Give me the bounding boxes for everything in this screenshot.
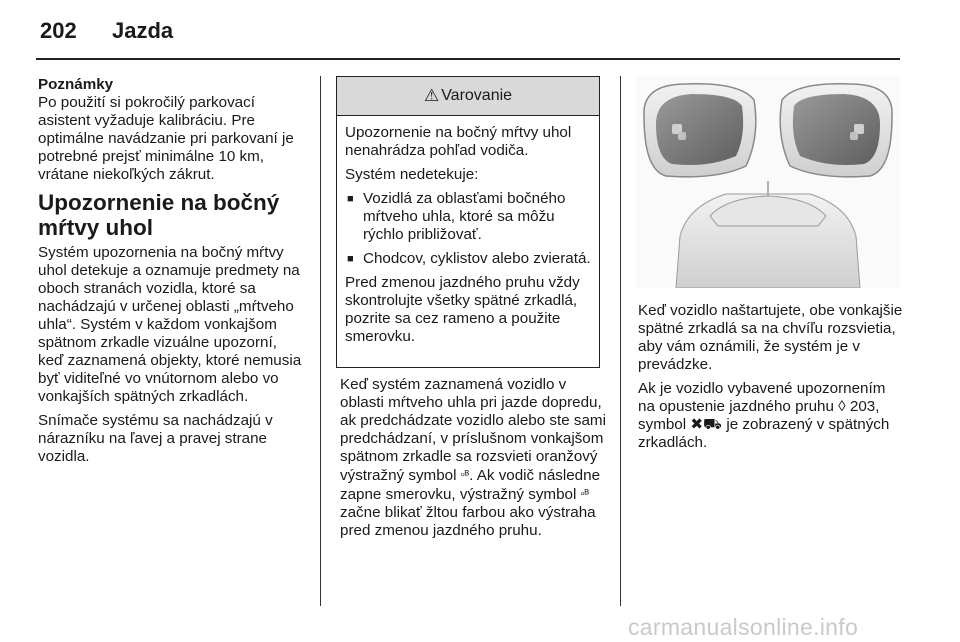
warning-box bbox=[336, 76, 600, 368]
warning-text: Upozornenie na bočný mŕtvy uhol nenahrádza pohľad vodiča. bbox=[345, 124, 572, 159]
column-2 bbox=[340, 376, 606, 546]
paragraph bbox=[638, 380, 904, 452]
text-run: Keď systém zaznamená vozidlo v oblasti mŕtveho uhla pri jazde dopredu, ak predchádzate vozidlo alebo ste sami predchádzaní, v príslušnom vonkajšom spätnom zrkadle sa rozsvieti oranžový výstražný symbol bbox=[340, 376, 606, 484]
warning-body bbox=[337, 116, 599, 346]
header-rule bbox=[36, 58, 900, 60]
paragraph: Systém upozornenia na bočný mŕtvy uhol detekuje a oznamuje predmety na oboch stranách vozidla, ktoré sa nachádzajú v určenej oblasti „mŕtveho uhla“. Systém v každom vonkajšom spätnom zrkadle vizuálne upozorní, keď zaznamená objekty, ktoré nemusia byť viditeľné vo vnútornom alebo vo vonkajších spätných zrkadlách. bbox=[38, 244, 302, 405]
lane-departure-symbol-icon: ✖︎⛟ bbox=[690, 416, 723, 433]
paragraph: Keď vozidlo naštartujete, obe vonkajšie spätné zrkadlá sa na chvíľu rozsvietia, aby vám oznámili, že systém je v prevádzke. bbox=[638, 302, 903, 373]
warning-header bbox=[337, 77, 599, 116]
watermark: carmanualsonline.info bbox=[628, 614, 859, 640]
paragraph: Snímače systému sa nachádzajú v nárazníku na ľavej a pravej strane vozidla. bbox=[38, 412, 273, 465]
column-3 bbox=[638, 302, 904, 458]
text-run: začne blikať žltou farbou ako výstraha pred zmenou jazdného pruhu. bbox=[340, 504, 596, 539]
bullet-item: ■ Vozidlá za oblasťami bočného mŕtveho uhla, ktoré sa môžu rýchlo približovať. bbox=[345, 190, 591, 244]
warning-title: Varovanie bbox=[441, 87, 513, 104]
section-heading: Upozornenie na bočný mŕtvy uhol bbox=[38, 190, 280, 240]
note-text: Po použití si pokročilý parkovací asistent vyžaduje kalibráciu. Pre optimálne navádzanie pri parkovaní je potrebné prejsť minimálne 10 km, vrátane niekoľkých zákrut. bbox=[38, 94, 294, 183]
text-run: je zobrazený v spätných zrkadlách. bbox=[638, 416, 890, 451]
text-run: . Ak vodič následne zapne smerovku, výstražný symbol bbox=[340, 467, 601, 503]
blind-spot-symbol-icon: ▫︎ᴮ bbox=[580, 488, 590, 500]
blind-spot-symbol-icon: ▫︎ᴮ bbox=[460, 469, 470, 481]
text-run: Ak je vozidlo vybavené upozornením na opustenie jazdného pruhu bbox=[638, 380, 886, 415]
page-header bbox=[36, 14, 900, 48]
column-divider bbox=[320, 76, 321, 606]
note-title: Poznámky bbox=[38, 76, 114, 93]
column-1 bbox=[38, 76, 306, 472]
left-mirror bbox=[644, 84, 756, 177]
page-reference-icon: ◊ bbox=[838, 398, 846, 415]
page-number: 202 bbox=[40, 18, 77, 43]
text-run: 203, symbol bbox=[638, 398, 880, 433]
paragraph bbox=[340, 376, 606, 540]
mirror-illustration bbox=[636, 76, 900, 288]
warning-text: Systém nedetekuje: bbox=[345, 166, 479, 183]
warning-text: Pred zmenou jazdného pruhu vždy skontrolujte všetky spätné zrkadlá, pozrite sa cez rameno a použite smerovku. bbox=[345, 274, 580, 345]
warning-triangle-icon: ⚠ bbox=[423, 86, 440, 105]
bullet-item: ■ Chodcov, cyklistov alebo zvieratá. bbox=[345, 250, 591, 268]
mirror-illustration-svg bbox=[636, 76, 900, 288]
right-mirror bbox=[780, 84, 892, 177]
column-divider bbox=[620, 76, 621, 606]
page-title: Jazda bbox=[112, 18, 174, 43]
